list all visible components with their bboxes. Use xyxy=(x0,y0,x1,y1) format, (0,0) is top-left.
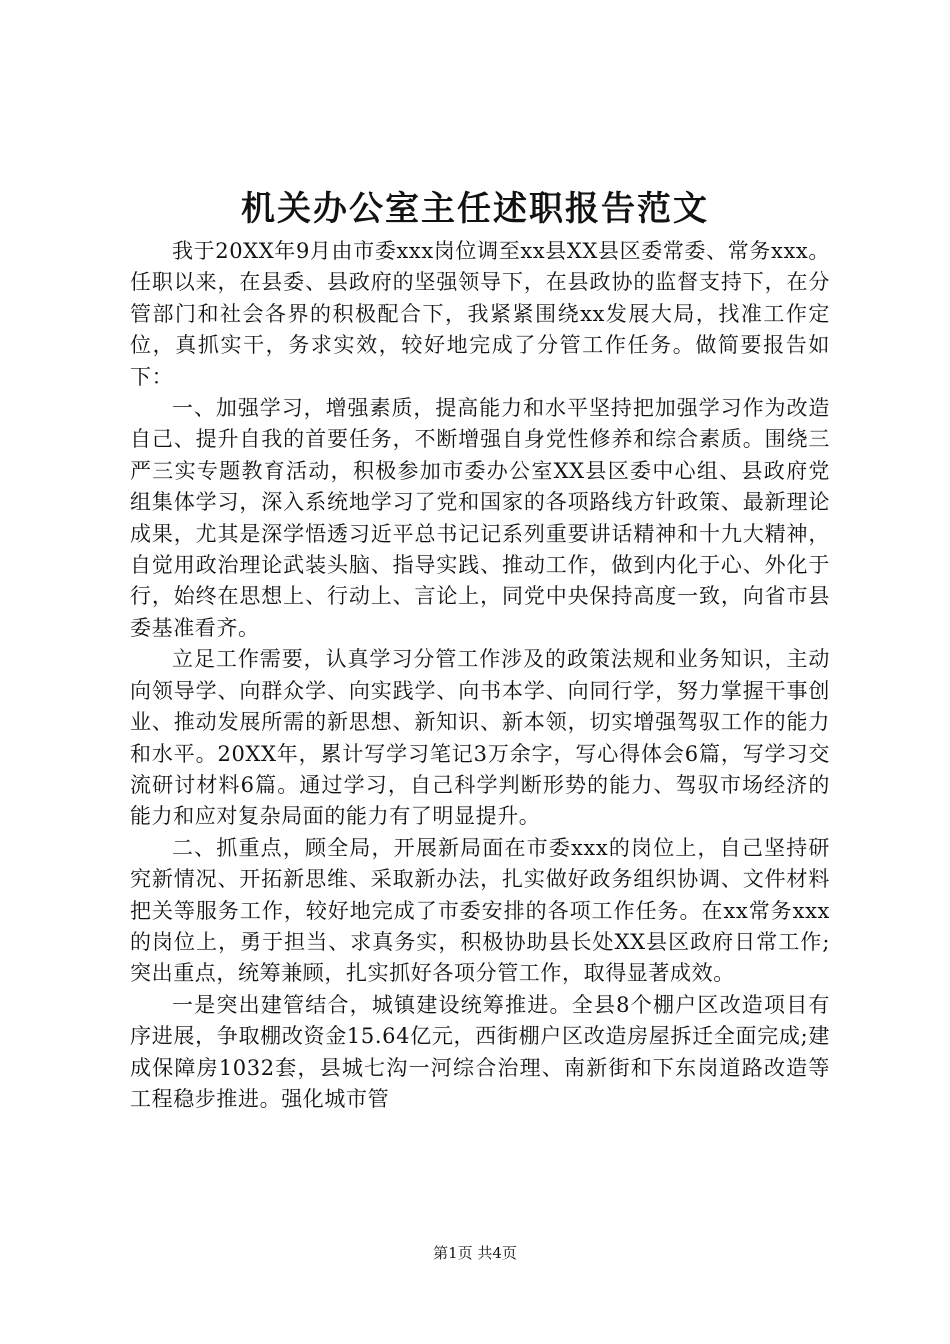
page-number-footer: 第1页 共4页 xyxy=(433,1244,517,1262)
paragraph-work-needs: 立足工作需要，认真学习分管工作涉及的政策法规和业务知识，主动向领导学、向群众学、向实践学、向书本学、向同行学，努力掌握干事创业、推动发展所需的新思想、新知识、新本领，切实增强驾驭工作的能力和水平。20XX年，累计写学习笔记3万余字，写心得体会6篇，写学习交流研讨材料6篇。通过学习，自己科学判断形势的能力、驾驭市场经济的能力和应对复杂局面的能力有了明显提升。 xyxy=(130,647,830,829)
paragraph-urban-construction: 一是突出建管结合，城镇建设统筹推进。全县8个棚户区改造项目有序进展，争取棚改资金15.64亿元，西街棚户区改造房屋拆迁全面完成;建成保障房1032套，县城七沟一河综合治理、南新街和下东岗道路改造等工程稳步推进。强化城市管 xyxy=(130,992,830,1111)
paragraph-intro: 我于20XX年9月由市委xxx岗位调至xx县XX县区委常委、常务xxx。任职以来，在县委、县政府的坚强领导下，在县政协的监督支持下，在分管部门和社会各界的积极配合下，我紧紧围绕xx发展大局，找准工作定位，真抓实干，务求实效，较好地完成了分管工作任务。做简要报告如下： xyxy=(130,239,830,389)
paragraph-study: 一、加强学习，增强素质，提高能力和水平坚持把加强学习作为改造自己、提升自我的首要任务，不断增强自身党性修养和综合素质。围绕三严三实专题教育活动，积极参加市委办公室XX县区委中心组、县政府党组集体学习，深入系统地学习了党和国家的各项路线方针政策、最新理论成果，尤其是深学悟透习近平总书记记系列重要讲话精神和十九大精神，自觉用政治理论武装头脑、指导实践、推动工作，做到内化于心、外化于行，始终在思想上、行动上、言论上，同党中央保持高度一致，向省市县委基准看齐。 xyxy=(130,396,830,640)
document-body xyxy=(130,236,830,1115)
document-title: 机关办公室主任述职报告范文 xyxy=(241,189,709,229)
paragraph-key-points: 二、抓重点，顾全局，开展新局面在市委xxx的岗位上，自己坚持研究新情况、开拓新思维、采取新办法，扎实做好政务组织协调、文件材料把关等服务工作，较好地完成了市委安排的各项工作任务。在xx常务xxx的岗位上，勇于担当、求真务实，积极协助县长处XX县区政府日常工作;突出重点，统筹兼顾，扎实抓好各项分管工作，取得显著成效。 xyxy=(130,835,830,986)
